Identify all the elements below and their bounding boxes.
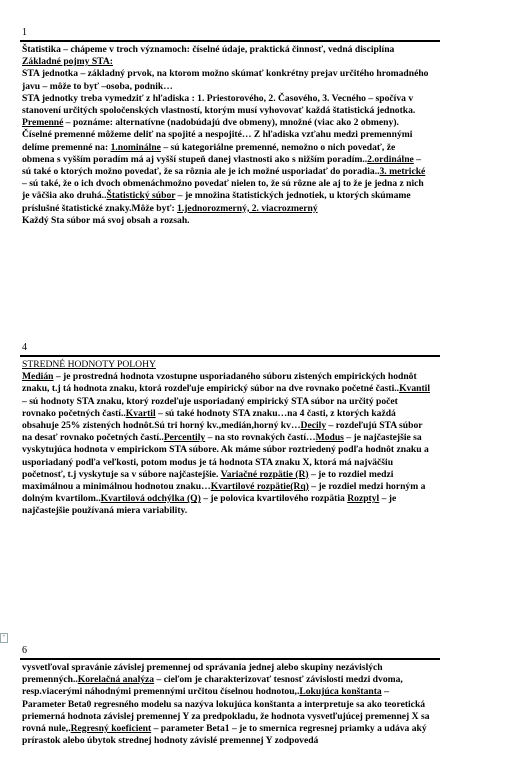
slide-divider (20, 658, 440, 660)
definition-statisticky-subor: – je množina štatistických jednotiek, u ktorých skúmame príslušné štatistické znaky.Môže byť: (22, 190, 411, 214)
term-regresny-koeficient: Regresný koeficient (70, 723, 152, 735)
definition-metricke: – sú také, že o ich dvoch obmenáchmožno povedať nielen to, že sú rôzne ale aj to že je jedna z nich je väčšia ako druhá.. (22, 178, 424, 202)
term-percentily: Percentily (163, 432, 206, 444)
term-rozmernost: 1.jednorozmerný, 2. viacrozmerný (177, 202, 318, 214)
definition-modus: – je najčastejšie sa vyskytujúca hodnota v empirickom STA súbore. Ak máme súbor roztriedený podľa hodnôt znaku a usporiadaný podľa veľkosti, potom modus je tá hodnota STA znaku X, ktorá má najväčšiu početnosť, t.j vyskytuje sa v súbore najčastejšie. (22, 432, 429, 480)
term-kvantil: Kvantil (399, 383, 430, 395)
term-ordinalne: 2.ordinálne (367, 153, 414, 165)
regression-intro: vysvetľoval spravánie závislej premennej od správania jednej alebo skupiny nezávislých premenných.. (22, 662, 383, 686)
definition-variacne-rozpatie: – je to rozdiel medzi maximálnou a minimálnou hodnotou znaku… (22, 468, 394, 493)
definition-korelacna-analyza: – cieľom je charakterizovať tesnosť závislosti medzi dvoma, resp.viacerými náhodnými premennými určitou číselnou hodnotou,. (22, 674, 403, 698)
term-variacne-rozpatie: Variačné rozpätie (R) (220, 468, 309, 480)
definition-ordinalne: – sú také o ktorých možno povedať, že sa rôznia ale je ich možné usporiadať do poradia.. (22, 153, 422, 178)
term-kvartilova-odchylka: Kvartilová odchýlka (Q) (100, 493, 201, 505)
definition-rozptyl: – je najčastejšie používaná miera variability. (22, 493, 397, 517)
definition-nominalne: – sú kategoriálne premenné, nemožno o nich povedať, že obmena s vyšším poradím má aj vyšší stupeň danej vlastnosti ako s nižším poradím.. (22, 141, 396, 165)
definition-kvartilova-odchylka: – je polovica kvartilového rozpätia (200, 493, 348, 505)
definition-premenne: – poznáme: alternatívne (nadobúdajú dve obmeny), množné (viac ako 2 obmeny). Číselné premenné môžeme deliť na spojité a nespojité… Z hľadiska vzťahu medzi premennými delíme premenné na: (22, 117, 413, 153)
slide-number: 6 (22, 645, 27, 656)
term-korelacna-analyza: Korelačná analýza (77, 674, 155, 686)
term-decily: Decily (300, 420, 327, 432)
slide-number: 1 (22, 27, 27, 38)
definition-decily: – rozdeľujú STA súbor na desať rovnako početných častí.. (22, 420, 423, 444)
term-kvartil: Kvartil (125, 407, 156, 419)
term-kvartilove-rozpatie: Kvartilové rozpätie(Rq) (210, 481, 309, 493)
slide-notes (22, 44, 430, 227)
slide-divider (20, 40, 440, 42)
definition-unit-criteria: STA jednotky treba vymedziť z hľadiska : 1. Priestorového, 2. Časového, 3. Vecného – spočíva v stanovení určitých spoločenských vlastností, ktorým musí vyhovovať každá štatistická jednotka. (22, 92, 416, 117)
definition-lokujuca-konstanta: – Parameter Beta0 regresného modelu sa nazýva lokujúca konštanta a interpretuje sa ako teoretická priemerná hodnota závislej premennej Y za predpokladu, že hodnota vysvetľujúcej premennej X sa rovná nule,. (22, 686, 430, 735)
anchor-marker-icon: + (0, 633, 8, 643)
slide-notes (22, 359, 430, 518)
definition-kvartilove-rozpatie: – je rozdiel medzi horným a dolným kvartilom.. (22, 481, 426, 505)
definition-kvartil: – sú také hodnoty STA znaku…na 4 časti, z ktorých každá obsahuje 25% zistených hodnôt.Sú tri horný kv.,medián,horný kv… (22, 407, 396, 432)
definition-statistics: Štatistika – chápeme v troch významoch: číselné údaje, praktická činnosť, vedná disciplína (22, 44, 395, 55)
definition-kvantil: – sú hodnoty STA znaku, ktorý rozdeľuje usporiadaný empirický STA súbor na určitý počet rovnako početných častí.. (22, 395, 398, 419)
term-median: Medián (22, 371, 54, 383)
term-premenne: Premenné (22, 117, 64, 129)
term-modus: Modus (315, 432, 344, 444)
term-lokujuca-konstanta: Lokujúca konštanta (299, 686, 382, 698)
term-metricke: 3. metrické (379, 166, 426, 178)
section-heading: Základné pojmy STA: (22, 56, 113, 68)
slide-title: STREDNÉ HODNOTY POLOHY (22, 359, 156, 370)
definition-median: – je prostredná hodnota vzostupne usporiadaného súboru zistených empirických hodnôt znaku, t.j tá hodnota znaku, ktorá rozdeľuje empirický súbor na dve rovnako početné časti.. (22, 371, 417, 395)
slide-divider (20, 355, 440, 357)
slide-number: 4 (22, 342, 27, 353)
closing-sentence: Každý Sta súbor má svoj obsah a rozsah. (22, 214, 190, 226)
definition-sta-unit: STA jednotka – základný prvok, na ktorom možno skúmať konkrétny prejav určitého hromadného javu – môže to byť –osoba, podnik… (22, 68, 429, 92)
definition-regresny-koeficient: – parameter Beta1 – je to smernica regresnej priamky a udáva aký prírastok alebo úbytok strednej hodnoty závislé premennej Y zodpovedá (22, 723, 427, 747)
term-statisticky-subor: Štatistický súbor (106, 190, 176, 202)
slide-notes (22, 662, 430, 747)
term-nominalne: 1.nominálne (110, 141, 161, 153)
term-rozptyl: Rozptyl (347, 493, 380, 505)
definition-percentily: – na sto rovnakých častí… (205, 432, 316, 444)
